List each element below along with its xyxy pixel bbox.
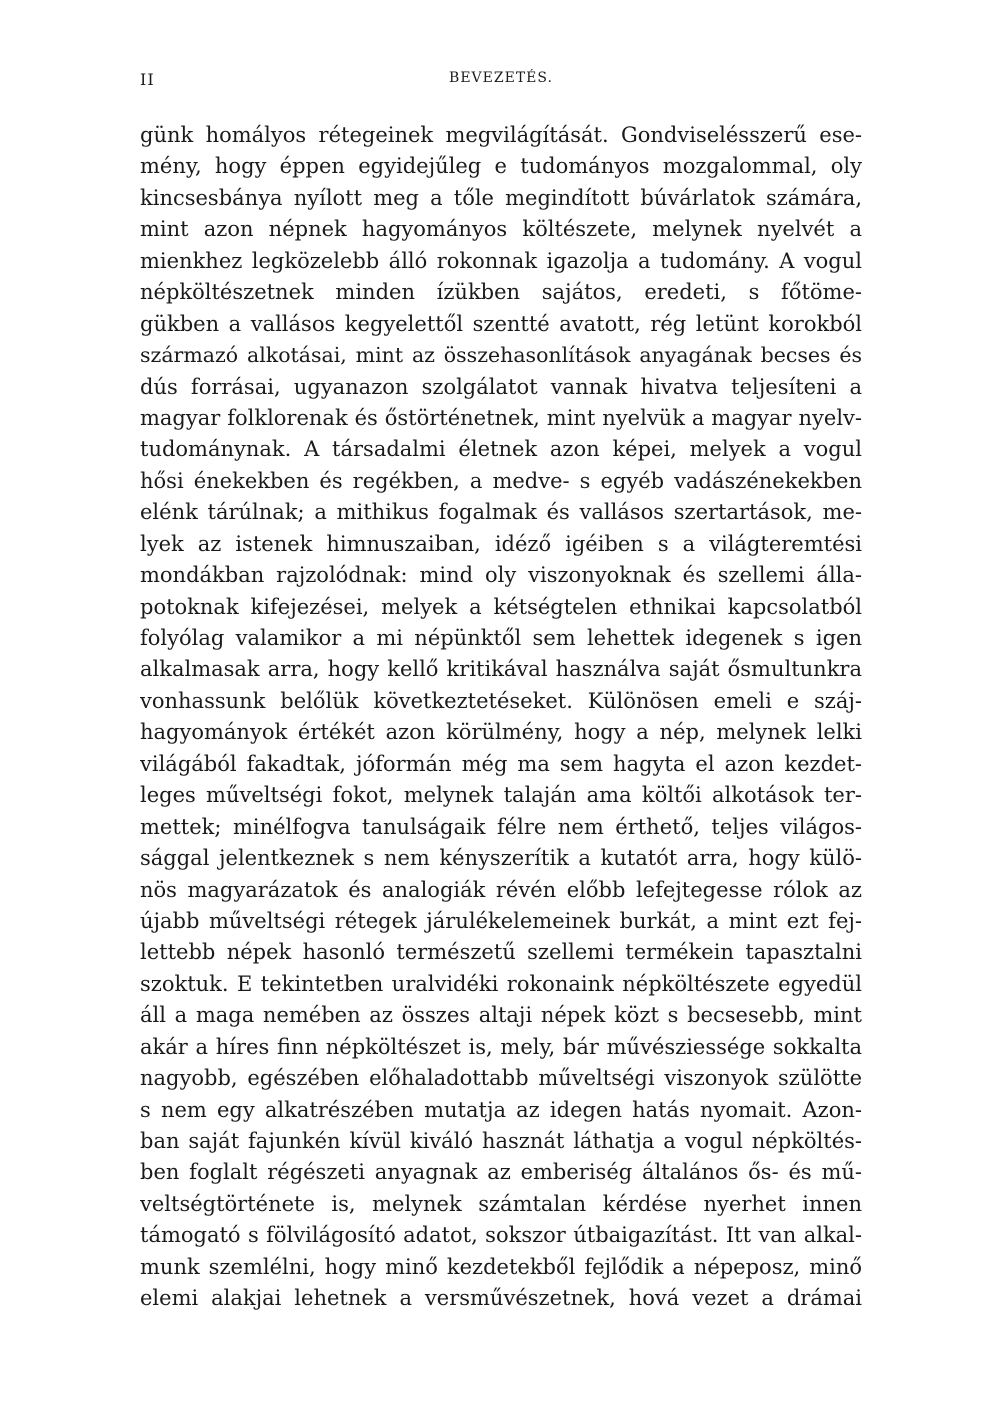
text-line: alkalmasak arra, hogy kellő kritikával használva saját ősmultunkra — [140, 657, 862, 682]
running-title: BEVEZETÉS. — [449, 70, 553, 86]
text-line: szoktuk. E tekintetben uralvidéki rokonaink népköltészete egyedül — [140, 971, 862, 996]
text-line: lyek az istenek himnuszaiban, idéző igéiben s a világteremtési — [140, 531, 862, 556]
text-line: hősi énekekben és regékben, a medve- s egyéb vadászénekekben — [140, 468, 862, 493]
text-line: munk szemlélni, hogy minő kezdetekből fejlődik a népeposz, minő — [140, 1254, 862, 1279]
text-line: elemi alakjai lehetnek a versművészetnek, hová vezet a drámai — [140, 1286, 862, 1311]
text-line: mény, hogy éppen egyidejűleg e tudományos mozgalommal, oly — [140, 154, 862, 179]
text-line: áll a maga nemében az összes altaji népek közt s becsesebb, mint — [140, 1003, 862, 1028]
text-line: gükben a vallásos kegyelettől szentté avatott, rég letünt korokból — [140, 311, 862, 336]
text-line: folyólag valamikor a mi népünktől sem lehettek idegenek s igen — [140, 626, 862, 650]
text-line: újabb műveltségi rétegek járulékelemeinek burkát, a mint ezt fej- — [140, 908, 862, 933]
text-line: ben foglalt régészeti anyagnak az emberiség általános ős- és mű- — [140, 1160, 862, 1185]
text-line: vonhassunk belőlük következtetéseket. Különösen emeli e száj- — [140, 688, 862, 713]
text-line: támogató s fölvilágosító adatot, sokszor útbaigazítást. Itt van alkal- — [140, 1223, 862, 1248]
text-line: günk homályos rétegeinek megvilágítását. Gondviselésszerű ese- — [140, 123, 862, 147]
text-line: mienkhez legközelebb álló rokonnak igazolja a tudomány. A vogul — [140, 248, 862, 273]
text-line: tudománynak. A társadalmi életnek azon képei, melyek a vogul — [140, 437, 862, 462]
text-line: mondákban rajzolódnak: mind oly viszonyoknak és szellemi álla- — [140, 563, 862, 588]
text-line: hagyományok értékét azon körülmény, hogy a nép, melynek lelki — [140, 720, 862, 745]
text-line: mettek; minélfogva tanulságaik félre nem érthető, teljes világos- — [140, 814, 862, 839]
text-line: leges műveltségi fokot, melynek talaján ama költői alkotások ter- — [140, 783, 862, 808]
page-number: II — [140, 70, 155, 89]
text-line: elénk tárúlnak; a mithikus fogalmak és vallásos szertartások, me- — [140, 500, 862, 525]
text-line: magyar folklorenak és őstörténetnek, mint nyelvük a magyar nyelv- — [140, 405, 862, 430]
text-line: ban saját fajunkén kívül kiváló hasznát láthatja a vogul népköltés- — [140, 1129, 862, 1153]
text-line: nagyobb, egészében előhaladottabb műveltségi viszonyok szülötte — [140, 1066, 862, 1091]
text-line: dús forrásai, ugyanazon szolgálatot vannak hivatva teljesíteni a — [140, 374, 862, 399]
text-line: veltségtörténete is, melynek számtalan kérdése nyerhet innen — [140, 1191, 862, 1216]
text-line: akár a híres finn népköltészet is, mely, bár művésziessége sokkalta — [140, 1034, 862, 1059]
text-line: sággal jelentkeznek s nem kényszerítik a kutatót arra, hogy külö- — [140, 846, 862, 871]
page-header — [140, 70, 862, 100]
text-line: világából fakadtak, jóformán még ma sem hagyta el azon kezdet- — [140, 751, 862, 776]
text-line: lettebb népek hasonló természetű szellemi termékein tapasztalni — [140, 940, 862, 965]
text-line: népköltészetnek minden ízükben sajátos, eredeti, s főtöme- — [140, 280, 862, 305]
text-line: kincsesbánya nyílott meg a tőle megindított búvárlatok számára, — [140, 185, 862, 210]
text-line: mint azon népnek hagyományos költészete, melynek nyelvét a — [140, 217, 862, 242]
text-line: származó alkotásai, mint az összehasonlítások anyagának becses és — [140, 343, 862, 368]
body-text — [140, 120, 862, 1315]
text-line: nös magyarázatok és analogiák révén előbb lefejtegesse rólok az — [140, 877, 862, 902]
text-line: potoknak kifejezései, melyek a kétségtelen ethnikai kapcsolatból — [140, 594, 862, 619]
text-line: s nem egy alkatrészében mutatja az idegen hatás nyomait. Azon- — [140, 1097, 862, 1122]
